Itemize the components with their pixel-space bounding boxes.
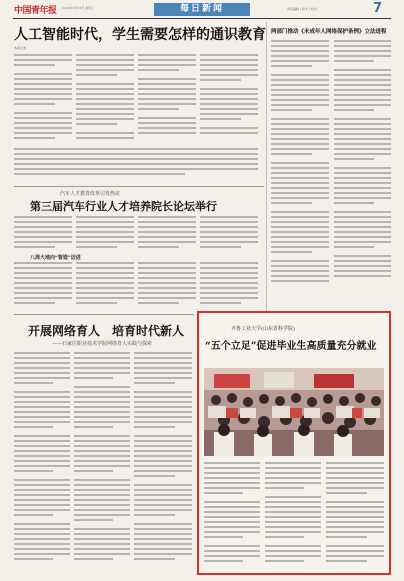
network-article-column-3 bbox=[134, 352, 192, 563]
auto-article-headline: 第三届汽车行业人才培养院长论坛举行 bbox=[30, 200, 217, 213]
enterprise-article-column-4 bbox=[200, 262, 258, 307]
section-rule-2 bbox=[14, 314, 194, 315]
ai-article-column-2 bbox=[76, 54, 134, 142]
auto-article-column-3 bbox=[138, 216, 196, 251]
feature-headline: “五个立足”促进毕业生高质量充分就业 bbox=[205, 341, 377, 352]
section-title: 每日新闻 bbox=[154, 3, 250, 16]
feature-column-1 bbox=[204, 462, 260, 565]
network-article-subtitle: ——石家庄职业技术学院网络育人实践与探索 bbox=[52, 341, 153, 347]
feature-column-2 bbox=[265, 462, 321, 565]
minors-article-column-2 bbox=[334, 40, 391, 280]
masthead-rule bbox=[13, 18, 391, 19]
page-number: 7 bbox=[373, 1, 383, 16]
section-rule bbox=[14, 186, 264, 187]
ai-article-continued bbox=[14, 148, 258, 178]
masthead bbox=[0, 0, 404, 20]
enterprise-article-column-2 bbox=[76, 262, 134, 307]
newspaper-logo: 中国青年报 bbox=[14, 6, 57, 16]
ai-article-column-4 bbox=[200, 54, 258, 137]
feature-kicker: 齐鲁工业大学(山东省科学院) bbox=[231, 326, 295, 332]
network-article-headline: 开展网络育人 培育时代新人 bbox=[28, 324, 185, 338]
graduates-photo bbox=[204, 368, 384, 456]
network-article-column-2 bbox=[74, 352, 130, 563]
ai-article-column-3 bbox=[138, 54, 196, 137]
enterprise-article-subhead: 八周大地向“智造”迈进 bbox=[30, 255, 81, 261]
auto-article-kicker: 汽车人才教育改革引发热议 bbox=[60, 191, 121, 197]
ai-article-byline: 本报记者 bbox=[14, 46, 27, 50]
ai-article-headline: 人工智能时代，学生需要怎样的通识教育 bbox=[14, 27, 266, 43]
auto-article-column-4 bbox=[200, 216, 258, 251]
date-line: 2020年7月15日 星期三 bbox=[62, 6, 95, 10]
ai-article-column-1 bbox=[14, 54, 72, 142]
auto-article-column-1 bbox=[14, 216, 72, 251]
column-divider bbox=[266, 22, 267, 312]
auto-article-column-2 bbox=[76, 216, 134, 251]
minors-article-headline: 两部门推动《未成年人网络保护条例》立法进程 bbox=[271, 29, 387, 35]
graduates-crowd-illustration bbox=[204, 368, 384, 456]
editor-line: 责任编辑 / 版式 / 校对 bbox=[287, 7, 317, 11]
minors-article-column-1 bbox=[271, 40, 329, 285]
enterprise-article-column-1 bbox=[14, 262, 72, 307]
feature-column-3 bbox=[326, 462, 384, 565]
enterprise-article-column-3 bbox=[138, 262, 196, 307]
network-article-column-1 bbox=[14, 352, 70, 563]
